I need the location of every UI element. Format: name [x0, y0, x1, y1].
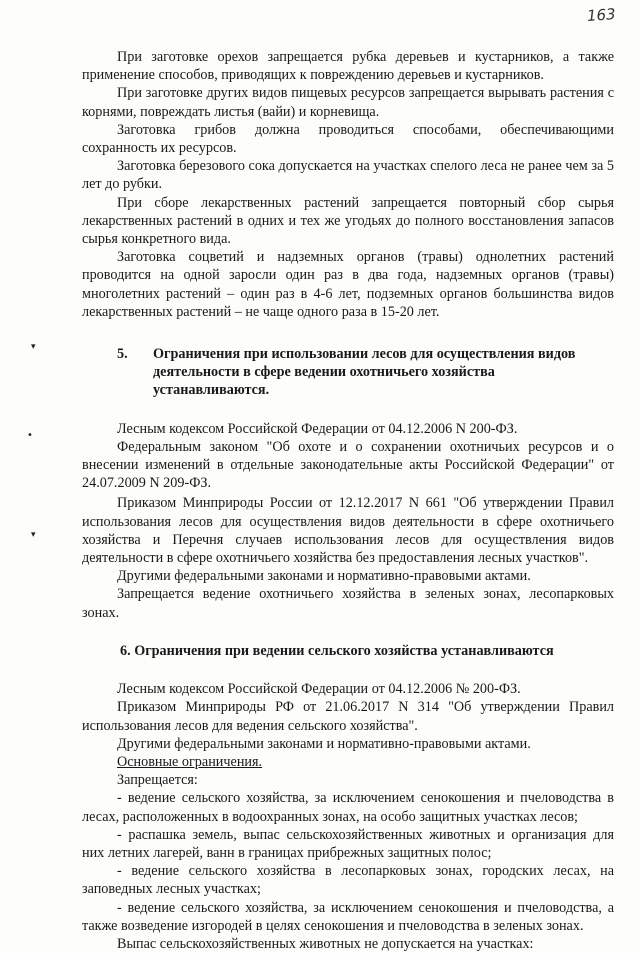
- section-6-body: [82, 680, 614, 953]
- paragraph: Другими федеральными законами и нормативно-правовыми актами.: [117, 735, 531, 752]
- subheading-text: Основные ограничения.: [117, 753, 263, 770]
- paragraph: Другими федеральными законами и нормативно-правовыми актами.: [117, 568, 531, 585]
- list-item: - ведение сельского хозяйства в лесопарковых зонах, городских лесах, на заповедных лесных участках;: [82, 863, 614, 898]
- handwritten-page-number: 163: [586, 5, 617, 25]
- paragraph: Приказом Минприроды России от 12.12.2017 N 661 "Об утверждении Правил использования лесов для осуществления видов деятельности в сфере охотничьего хозяйства и Перечня случаев использования лесов для осуществления видов деятельности в сфере охотничьего хозяйства без предоставления лесных участков".: [82, 495, 614, 567]
- paragraph: При заготовке орехов запрещается рубка деревьев и кустарников, а также применение способов, приводящих к повреждению деревьев и кустарников.: [82, 49, 614, 84]
- paragraph: Заготовка грибов должна проводиться способами, обеспечивающими сохранность их ресурсов.: [82, 121, 614, 157]
- prohibited-intro: Запрещается:: [117, 772, 198, 789]
- paragraph: При заготовке других видов пищевых ресурсов запрещается вырывать растения с корнями, повреждать листья (вайи) и корневища.: [82, 85, 614, 120]
- paragraph: Лесным кодексом Российской Федерации от 04.12.2006 N 200-ФЗ.: [117, 420, 518, 437]
- list-item: - ведение сельского хозяйства, за исключением сенокошения и пчеловодства в лесах, расположенных в водоохранных зонах, на особо защитных участках лесов;: [82, 790, 614, 825]
- section-5-heading: [82, 345, 614, 400]
- list-item: - ведение сельского хозяйства, за исключением сенокошения и пчеловодства, а также возведение изгородей в целях сенокошения и пчеловодства в зеленых зонах.: [82, 899, 614, 934]
- paragraph: Приказом Минприроды РФ от 21.06.2017 N 314 "Об утверждении Правил использования лесов для ведения сельского хозяйства".: [82, 699, 614, 734]
- paragraph: При сборе лекарственных растений запрещается повторный сбор сырья лекарственных растений в одних и тех же угодьях до полного восстановления запасов сырья конкретного вида.: [82, 194, 614, 248]
- subheading-restrictions: [82, 753, 614, 771]
- paragraph: Заготовка березового сока допускается на участках спелого леса не ранее чем за 5 лет до рубки.: [82, 158, 614, 193]
- paragraph: Заготовка соцветий и надземных органов (травы) однолетних растений проводится на одной заросли один раз в два года, надземных органов (травы) многолетних растений – один раз в 4-6 лет, подземных органов большинства видов лекарственных растений – не чаще одного раза в 15-20 лет.: [82, 249, 614, 320]
- list-item: - распашка земель, выпас сельскохозяйственных животных и организация для них летних лагерей, ванн в границах прибрежных защитных полос;: [82, 826, 614, 861]
- paragraphs-top: [82, 48, 614, 321]
- paragraph: Запрещается ведение охотничьего хозяйства в зеленых зонах, лесопарковых зонах.: [82, 586, 614, 621]
- margin-mark: •: [27, 430, 33, 441]
- margin-mark: ▾: [31, 530, 36, 540]
- paragraph: Лесным кодексом Российской Федерации от 04.12.2006 № 200-ФЗ.: [117, 681, 521, 698]
- section-5-title-line1: Ограничения при использовании лесов для осуществления видов: [153, 346, 576, 363]
- margin-mark: ▾: [31, 342, 36, 352]
- section-5-number: 5.: [117, 346, 128, 363]
- paragraph: Федеральным законом "Об охоте и о сохранении охотничьих ресурсов и о внесении изменений в отдельные законодательные акты Российской Федерации" от 24.07.2009 N 209-ФЗ.: [82, 438, 614, 492]
- section-5-body: [82, 420, 614, 622]
- paragraph: Выпас сельскохозяйственных животных не допускается на участках:: [117, 935, 534, 952]
- document-body: [82, 48, 614, 953]
- section-6-heading: 6. Ограничения при ведении сельского хозяйства устанавливаются: [120, 642, 554, 659]
- section-5-title-line2: деятельности в сфере ведении охотничьего хозяйства устанавливаются.: [153, 364, 495, 399]
